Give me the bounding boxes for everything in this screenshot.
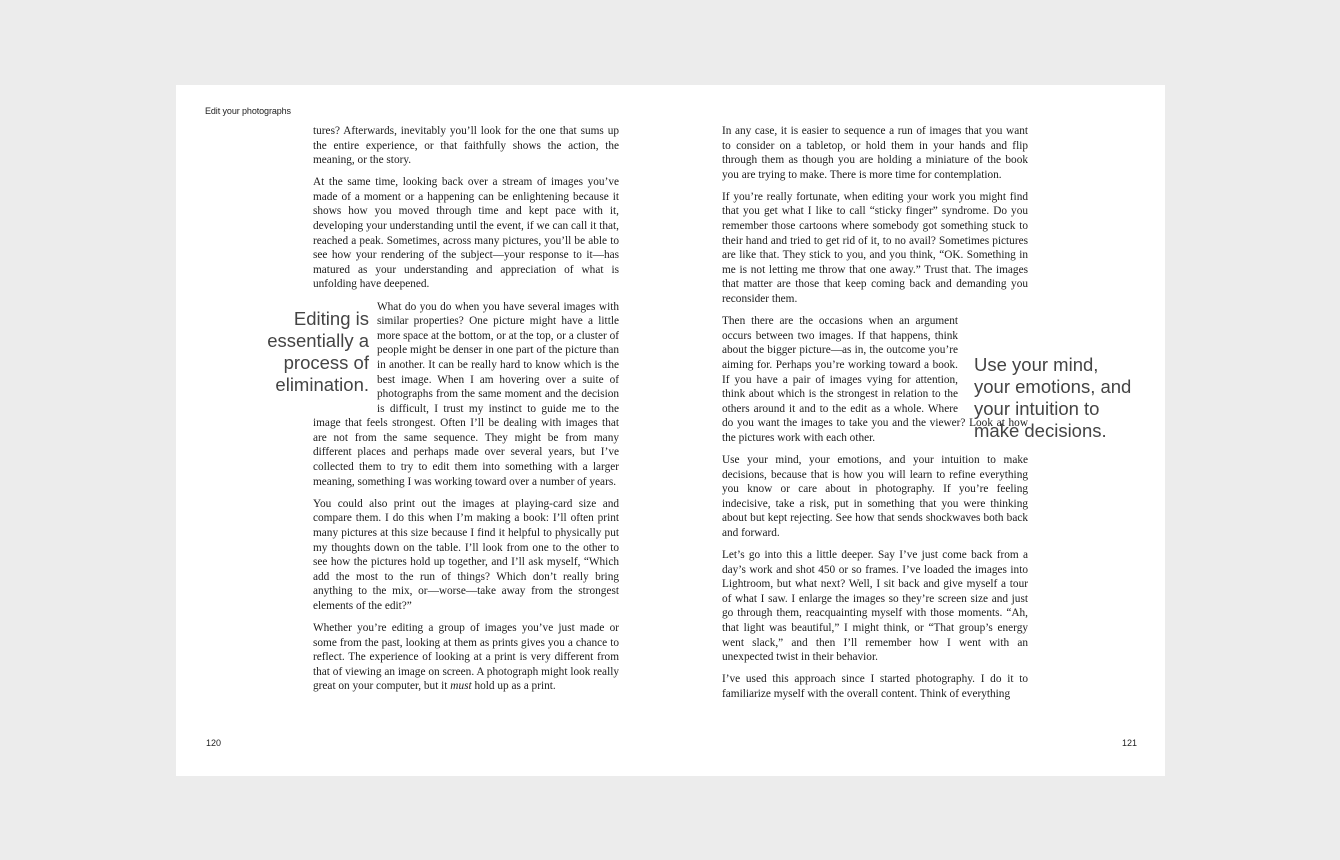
- paragraph: You could also print out the images at playing-card size and compare them. I do this when I’m making a book: I’ll often print many pictures at this size because I find it helpful to physically put my thoughts down on the table. I’ll look from one to the other to see how the pictures hold up together, and I’ll ask myself, “Which add the most to the run of things? Which don’t really bring anything to the mix, or—worse—take away from the strongest elements of the edit?”: [313, 497, 619, 612]
- paragraph: Let’s go into this a little deeper. Say I’ve just come back from a day’s work and shot 450 or so frames. I’ve loaded the images into Lightroom, but what next? Well, I sit back and give myself a tour of what I saw. I enlarge the images so they’re screen size and just go through them, reacquainting myself with those moments. “Ah, that light was beautiful,” I might think, or “That group’s energy went slack,” and then I’ll remember how I went with an unexpected twist in their behavior.: [722, 549, 1028, 664]
- paragraph: tures? Afterwards, inevitably you’ll look for the one that sums up the entire experience, or that faithfully shows the action, the meaning, or the story.: [313, 125, 619, 167]
- paragraph: Use your mind, your emotions, and your intuition to make decisions, because that is how you will learn to refine everything you know or care about in photography. If you’re feeling indecisive, take a risk, put in something that you were thinking about but kept rejecting. See how that sends shockwaves both back and forward.: [722, 453, 1028, 539]
- left-page-text: [267, 124, 619, 701]
- book-spread: [176, 85, 1165, 776]
- pull-quote-right: Use your mind, your emotions, and your intuition to make decisions.: [974, 354, 1132, 441]
- paragraph: If you’re really fortunate, when editing your work you might find that you get what I like to call “sticky finger” syndrome. Do you remember those cartoons where somebody got something stuck to their hand and tried to get rid of it, to no avail? Sometimes pictures are like that. They stick to you, and you think, “OK. Something in me is not letting me throw that one away.” Trust that. The images that matter are those that keep coming back and demanding you reconsider them.: [722, 190, 1028, 306]
- running-head: Edit your photographs: [205, 106, 291, 116]
- paragraph: In any case, it is easier to sequence a run of images that you want to consider on a tabletop, or hold them in your hands and flip through them as though you are holding a miniature of the book you are trying to make. There is more time for contemplation.: [722, 125, 1028, 181]
- paragraph: What do you do when you have several images with similar properties? One picture might have a little more space at the bottom, or at the top, or a cluster of people might be denser in one part of the picture than in another. It can be really hard to know which is the best image. When I am hovering over a suite of photographs from the same moment and the decision is difficult, I trust my instinct to guide me to the image that feels strongest. Often I’ll be dealing with images that are not from the same sequence. They might be from many different places and perhaps made over several years, but I’ve collected them to try to edit them into something with a larger meaning, something I was working toward over a number of years.: [313, 300, 619, 488]
- paragraph: Then there are the occasions when an argument occurs between two images. If that happens, think about the bigger picture—as in, the outcome you’re aiming for. Perhaps you’re working toward a book. If you have a pair of images vying for attention, think about which is the strongest in relation to the others around it and to the edit as a whole. Where do you want the images to take you and the viewer? Look at how the pictures work with each other.: [722, 315, 1028, 444]
- paragraph: [313, 621, 619, 694]
- paragraph: At the same time, looking back over a stream of images you’ve made of a moment or a happening can be enlightening because it shows how you moved through time and kept pace with it, developing your understanding until the event, if we can call it that, reached a peak. Sometimes, across many pictures, you’ll be able to see how your rendering of the subject—your response to it—has matured as your understanding and appreciation of what is unfolding have deepened.: [313, 176, 619, 291]
- page-number-left: 120: [206, 738, 222, 748]
- paragraph-text: hold up as a print.: [471, 680, 556, 693]
- emphasis: must: [450, 680, 472, 693]
- paragraph: I’ve used this approach since I started photography. I do it to familiarize myself with the overall content. Think of everything: [722, 673, 1028, 700]
- paragraph-text: Whether you’re editing a group of images you’ve just made or some from the past, looking at them as prints gives you a chance to reflect. The experience of looking at a print is very different from that of viewing an image on screen. A photograph might look really great on your computer, but it: [313, 622, 619, 693]
- page-number-right: 121: [1122, 738, 1138, 748]
- pull-quote-left: Editing is essentially a process of elimination.: [267, 307, 369, 395]
